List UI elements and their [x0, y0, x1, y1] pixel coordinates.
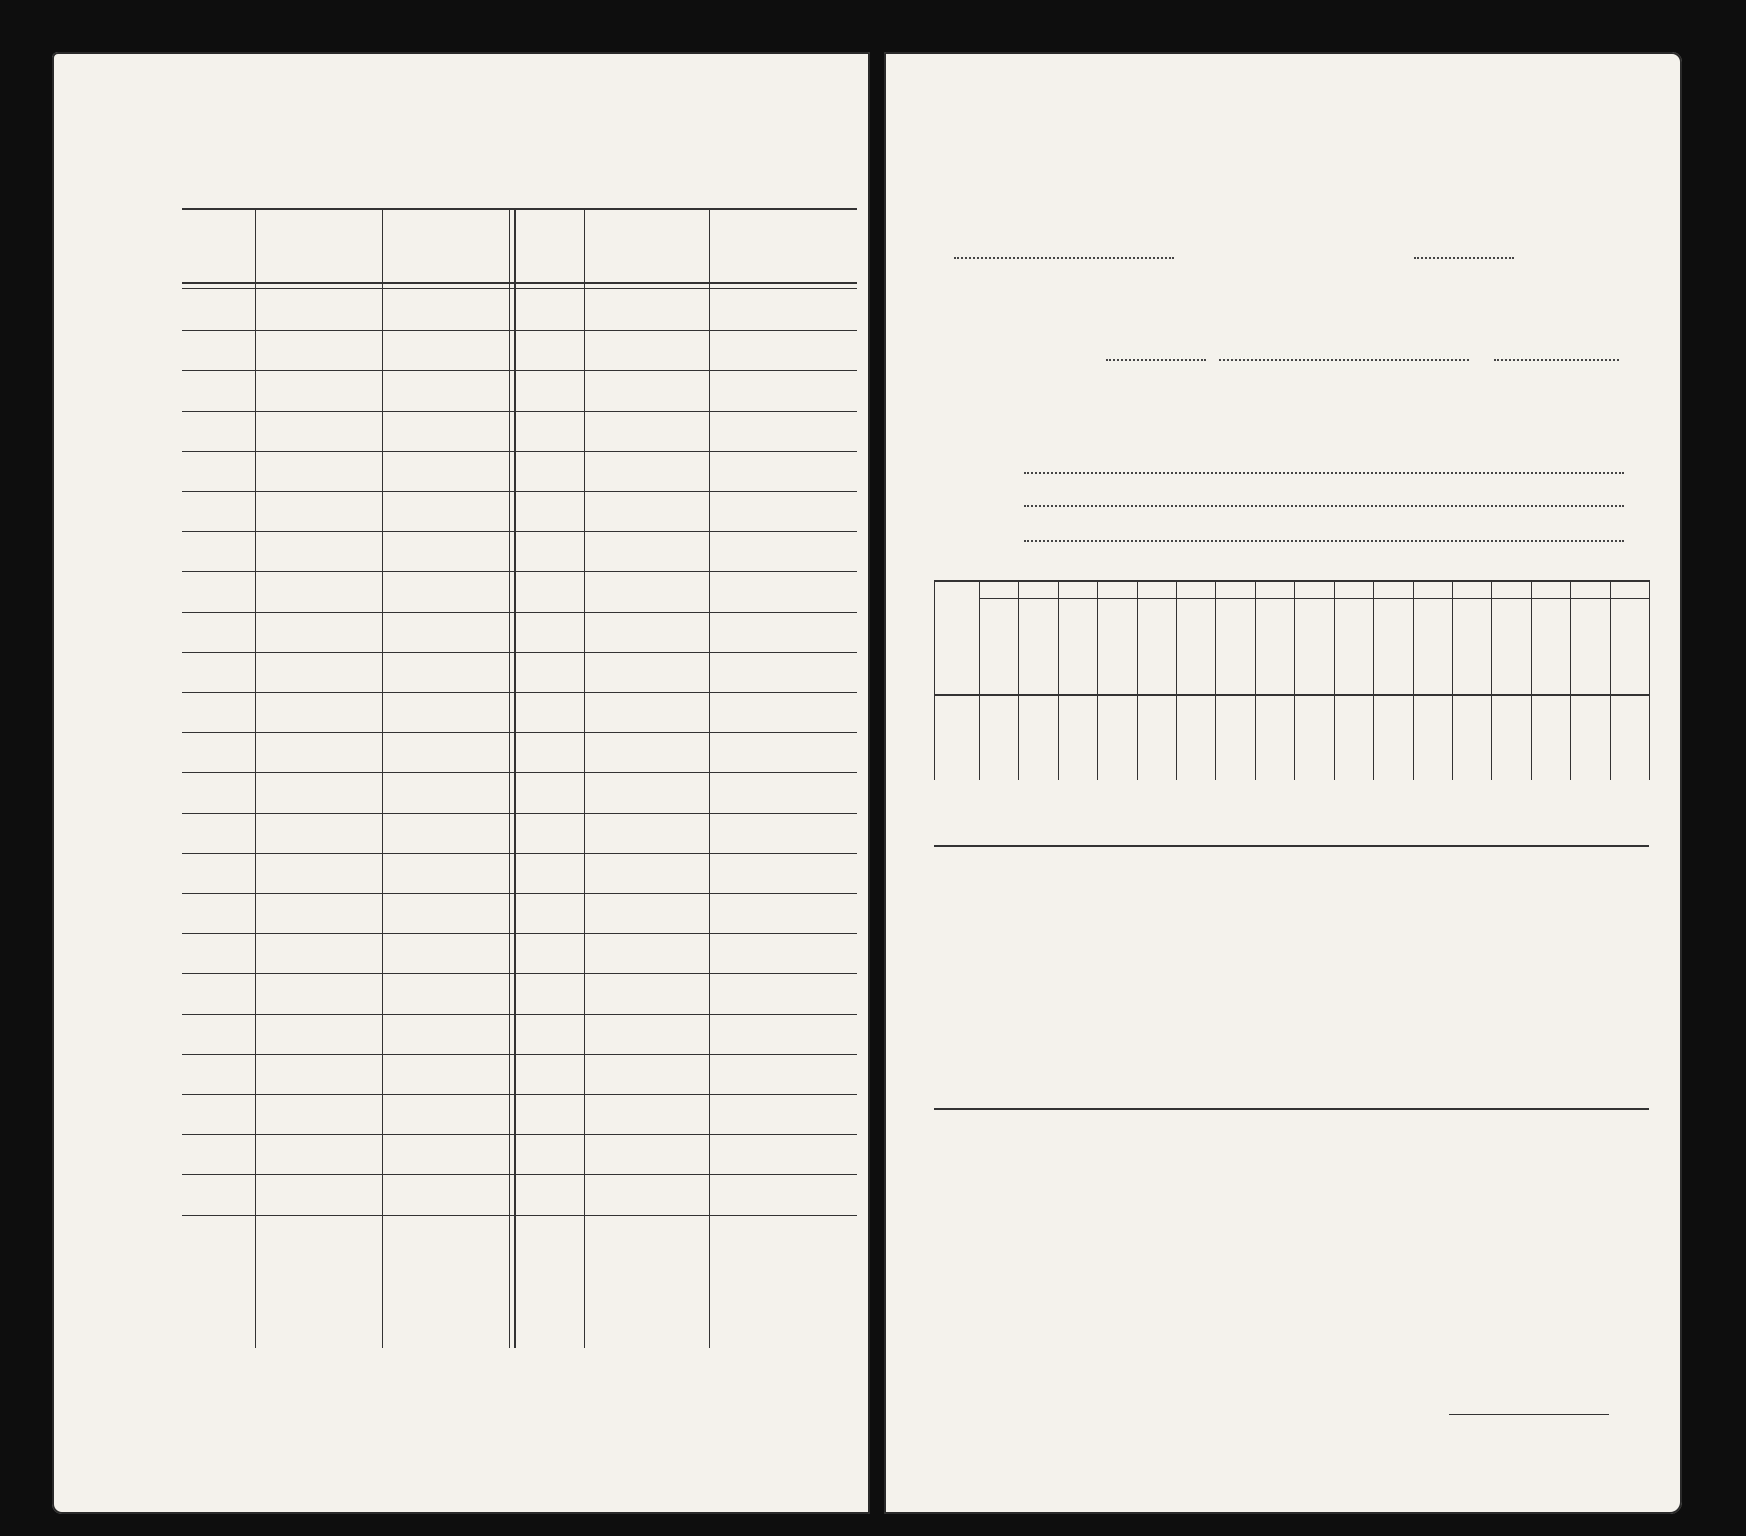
- column-divider: [1531, 580, 1532, 780]
- table-border: [934, 580, 935, 780]
- row-divider: [182, 370, 857, 371]
- column-divider: [1570, 580, 1571, 780]
- row-divider: [182, 1094, 857, 1095]
- row-divider: [182, 531, 857, 532]
- row-divider: [182, 1054, 857, 1055]
- row-divider: [182, 652, 857, 653]
- row-divider: [182, 330, 857, 331]
- column-divider: [1334, 580, 1335, 780]
- row-divider: [182, 571, 857, 572]
- column-divider: [1058, 580, 1059, 780]
- column-divider: [1491, 580, 1492, 780]
- row-divider: [182, 491, 857, 492]
- row-divider: [182, 893, 857, 894]
- column-divider: [979, 580, 980, 780]
- row-divider: [182, 772, 857, 773]
- row-divider: [182, 973, 857, 974]
- header-divider: [979, 598, 1649, 599]
- row-divider: [182, 813, 857, 814]
- row-divider: [182, 853, 857, 854]
- row-divider: [182, 1014, 857, 1015]
- column-divider: [1215, 580, 1216, 780]
- column-divider: [1255, 580, 1256, 780]
- row-divider: [182, 933, 857, 934]
- column-divider: [1137, 580, 1138, 780]
- column-divider: [1097, 580, 1098, 780]
- column-divider: [1610, 580, 1611, 780]
- row-divider: [182, 1174, 857, 1175]
- column-divider: [1176, 580, 1177, 780]
- right-page: [884, 52, 1682, 1514]
- row-divider: [182, 692, 857, 693]
- row-divider: [182, 1215, 857, 1216]
- row-divider: [182, 1134, 857, 1135]
- row-divider: [182, 451, 857, 452]
- left-page: [52, 52, 870, 1514]
- row-divider: [182, 411, 857, 412]
- column-divider: [1452, 580, 1453, 780]
- owner-number-header: [940, 586, 975, 688]
- column-divider: [1373, 580, 1374, 780]
- column-divider: [1649, 580, 1650, 780]
- header-bottom: [934, 694, 1649, 696]
- row-divider: [182, 612, 857, 613]
- column-divider: [1018, 580, 1019, 780]
- row-divider: [182, 732, 857, 733]
- column-divider: [1413, 580, 1414, 780]
- column-divider: [1294, 580, 1295, 780]
